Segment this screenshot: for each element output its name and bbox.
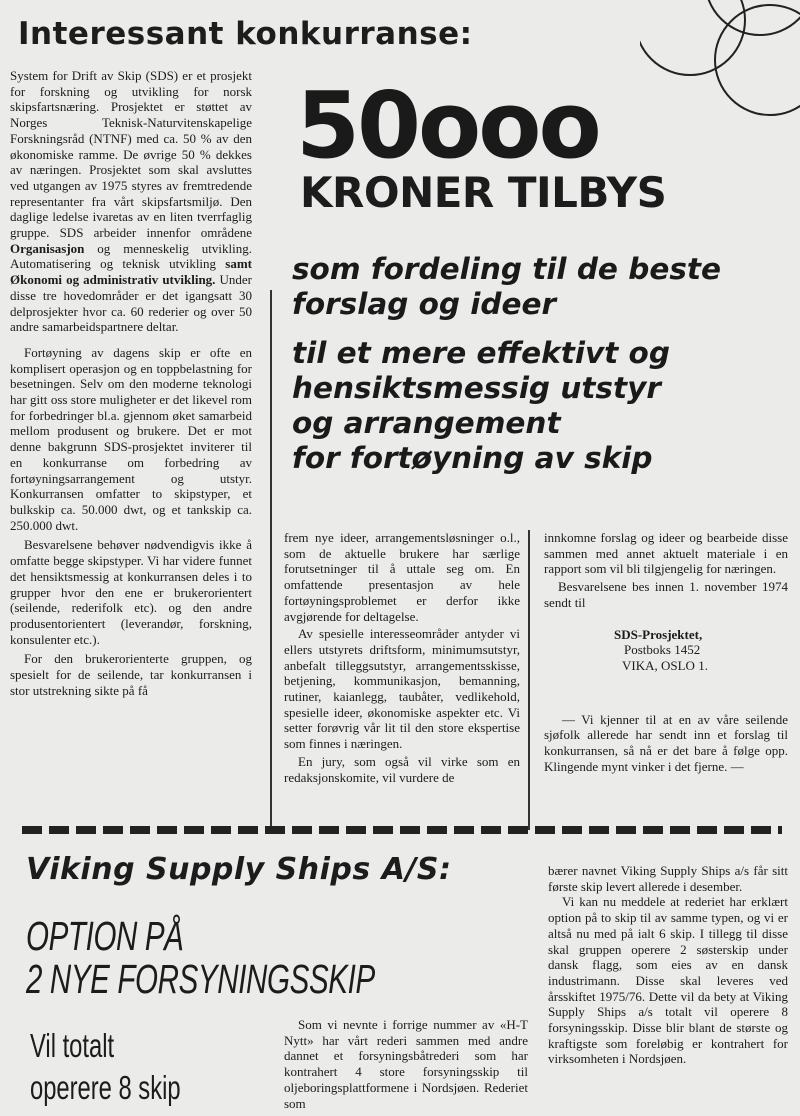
headline-kroner: KRONER TILBYS [300, 168, 667, 217]
headline-subtitle [292, 252, 792, 476]
middle-paragraph-3: En jury, som også vil virke som en redaksjonskomite, vil vurdere de [284, 753, 520, 785]
viking-right-column [548, 863, 788, 1067]
left-paragraph-1: System for Drift av Skip (SDS) er et prosjekt for forskning og utvikling for norsk skipsfartsnæring. Prosjektet er støttet av Norges Teknisk-Naturvitenskapelige Forskningsråd (NTNF) med ca. 50 % av den økonomiske ramme. De øvrige 50 % dekkes av næringen. Prosjektet som skal avsluttes ved utgangen av 1975 styres av fremtredende representanter fra vårt skipsfartsmiljø. Den daglige ledelse ivaretas av en liten tverrfaglig gruppe. SDS arbeider innenfor områdene Organisasjon og menneskelig utvikling. Automatisering og teknisk utvikling samt Økonomi og administrativ utvikling. Under disse tre hovedområder er det igangsatt 30 delprosjekter hvor ca. 60 rederier og over 50 andre samarbeidspartnere deltar. [10, 68, 252, 335]
vil-totalt [30, 1025, 181, 1109]
headline-line-6: for fortøyning av skip [292, 441, 653, 475]
column-divider-2 [528, 530, 530, 830]
headline-line-3: til et mere effektivt og [292, 336, 670, 370]
middle-paragraph-1: frem nye ideer, arrangementsløsninger o.l., som de aktuelle brukere har særlige forutsetninger til å uttale seg om. En omfattende presentasjon av hele fortøyningsproblemet er derfor ikke avgjørende for deltagelse. [284, 530, 520, 624]
middle-paragraph-2: Av spesielle interesseområder antyder vi ellers utstyrets driftsform, minimumsutstyr, anbefalt tilleggsutstyr, arrangementsskisse, betjening, kommunikasjon, bemanning, rutiner, kaianlegg, taubåter, vedlikehold, spesielle ideer, økonomiske aspekter etc. Vi setter forøvrig vår lit til den store ekspertise som finnes i næringen. [284, 626, 520, 752]
right-column [544, 530, 788, 774]
viking-right-paragraph-2: Vi kan nu meddele at rederiet har erklært option på to skip til av samme typen, og vi er altså nu med på ialt 6 skip. I tillegg til disse skal gruppen operere 2 søsterskip under dansk flagg, som eies av en dansk industrimann. Disse skal leveres ved årsskiftet 1975/76. Dette vil da bety at Viking Supply Ships a/s totalt vil operere 8 forsyningsskip. Disse blir blant de største og kraftigste som foreløbig er kontrahert for virksomheten i Nordsjøen. [548, 894, 788, 1067]
right-paragraph-3: — Vi kjenner til at en av våre seilende sjøfolk allerede har sendt inn et forslag til konkurransen, så nå er det bare å følge opp. Klingende mynt vinker i det fjerne. — [544, 711, 788, 774]
headline-line-2: forslag og ideer [292, 287, 557, 321]
right-paragraph-2: Besvarelsene bes innen 1. november 1974 sendt til [544, 579, 788, 610]
headline-amount: 50ooo [296, 72, 599, 179]
vil-line-1: Vil totalt [30, 1027, 115, 1064]
viking-right-paragraph-1: bærer navnet Viking Supply Ships a/s får sitt første skip levert allerede i desember. [548, 863, 788, 894]
option-line-2: 2 NYE FORSYNINGSSKIP [26, 956, 375, 1002]
address-line-1: SDS-Prosjektet, [614, 626, 703, 642]
option-line-1: OPTION PÅ [26, 913, 184, 959]
right-paragraph-1: innkomne forslag og ideer og bearbeide disse sammen med annet aktuelt materiale i en rapport som vil bli tilgjengelig for næringen. [544, 530, 788, 577]
left-paragraph-3: Besvarelsene behøver nødvendigvis ikke å omfatte begge skipstyper. Vi har videre funnet det hensiktsmessig at konkurransen deles i to grupper hvor den ene er brukerorientert (seilende, rederifolk etc). og den andre produsentorientert (leverandør, forskning, konsulenter etc.). [10, 537, 252, 647]
dashed-separator [22, 826, 782, 834]
option-headline [26, 915, 375, 1001]
middle-column [284, 530, 520, 785]
page-title: Interessant konkurranse: [18, 16, 473, 52]
viking-title: Viking Supply Ships A/S: [26, 852, 452, 887]
headline-line-4: hensiktsmessig utstyr [292, 371, 661, 405]
address-block [544, 627, 788, 674]
left-column [10, 68, 252, 698]
address-line-3: VIKA, OSLO 1. [622, 657, 708, 673]
headline-line-5: og arrangement [292, 406, 561, 440]
left-paragraph-4: For den brukerorienterte gruppen, og spesielt for de seilende, tar konkurransen i stor utstrekning sikte på få [10, 651, 252, 698]
address-line-2: Postboks 1452 [624, 642, 701, 658]
left-paragraph-2: Fortøyning av dagens skip er ofte en komplisert operasjon og en toppbelastning for besetningen. Selv om den moderne teknologi har gitt oss store muligheter er det likevel rom for forbedringer bl.a. gjennom øket samarbeid mellom produsent og brukere. Det er mot denne bakgrunn SDS-prosjektet inviterer til en konkurranse om forbedring av fortøyningsarrangement og utstyr. Konkurransen omfatter to skipstyper, et bulkskip ca. 50.000 dwt, og et tankskip ca. 250.000 dwt. [10, 344, 252, 533]
viking-middle-paragraph: Som vi nevnte i forrige nummer av «H-T Nytt» har vårt rederi sammen med andre dannet et forsyningsbåtrederi som har kontrahert 4 store forsyningsskip til oljeboringsplattformene i Nordsjøen. Rederiet som [284, 1017, 528, 1111]
vil-line-2: operere 8 skip [30, 1069, 181, 1106]
headline-line-1: som fordeling til de beste [292, 252, 722, 286]
decorative-circles [640, 0, 800, 120]
viking-middle-text [284, 1017, 528, 1111]
column-divider [270, 290, 272, 830]
